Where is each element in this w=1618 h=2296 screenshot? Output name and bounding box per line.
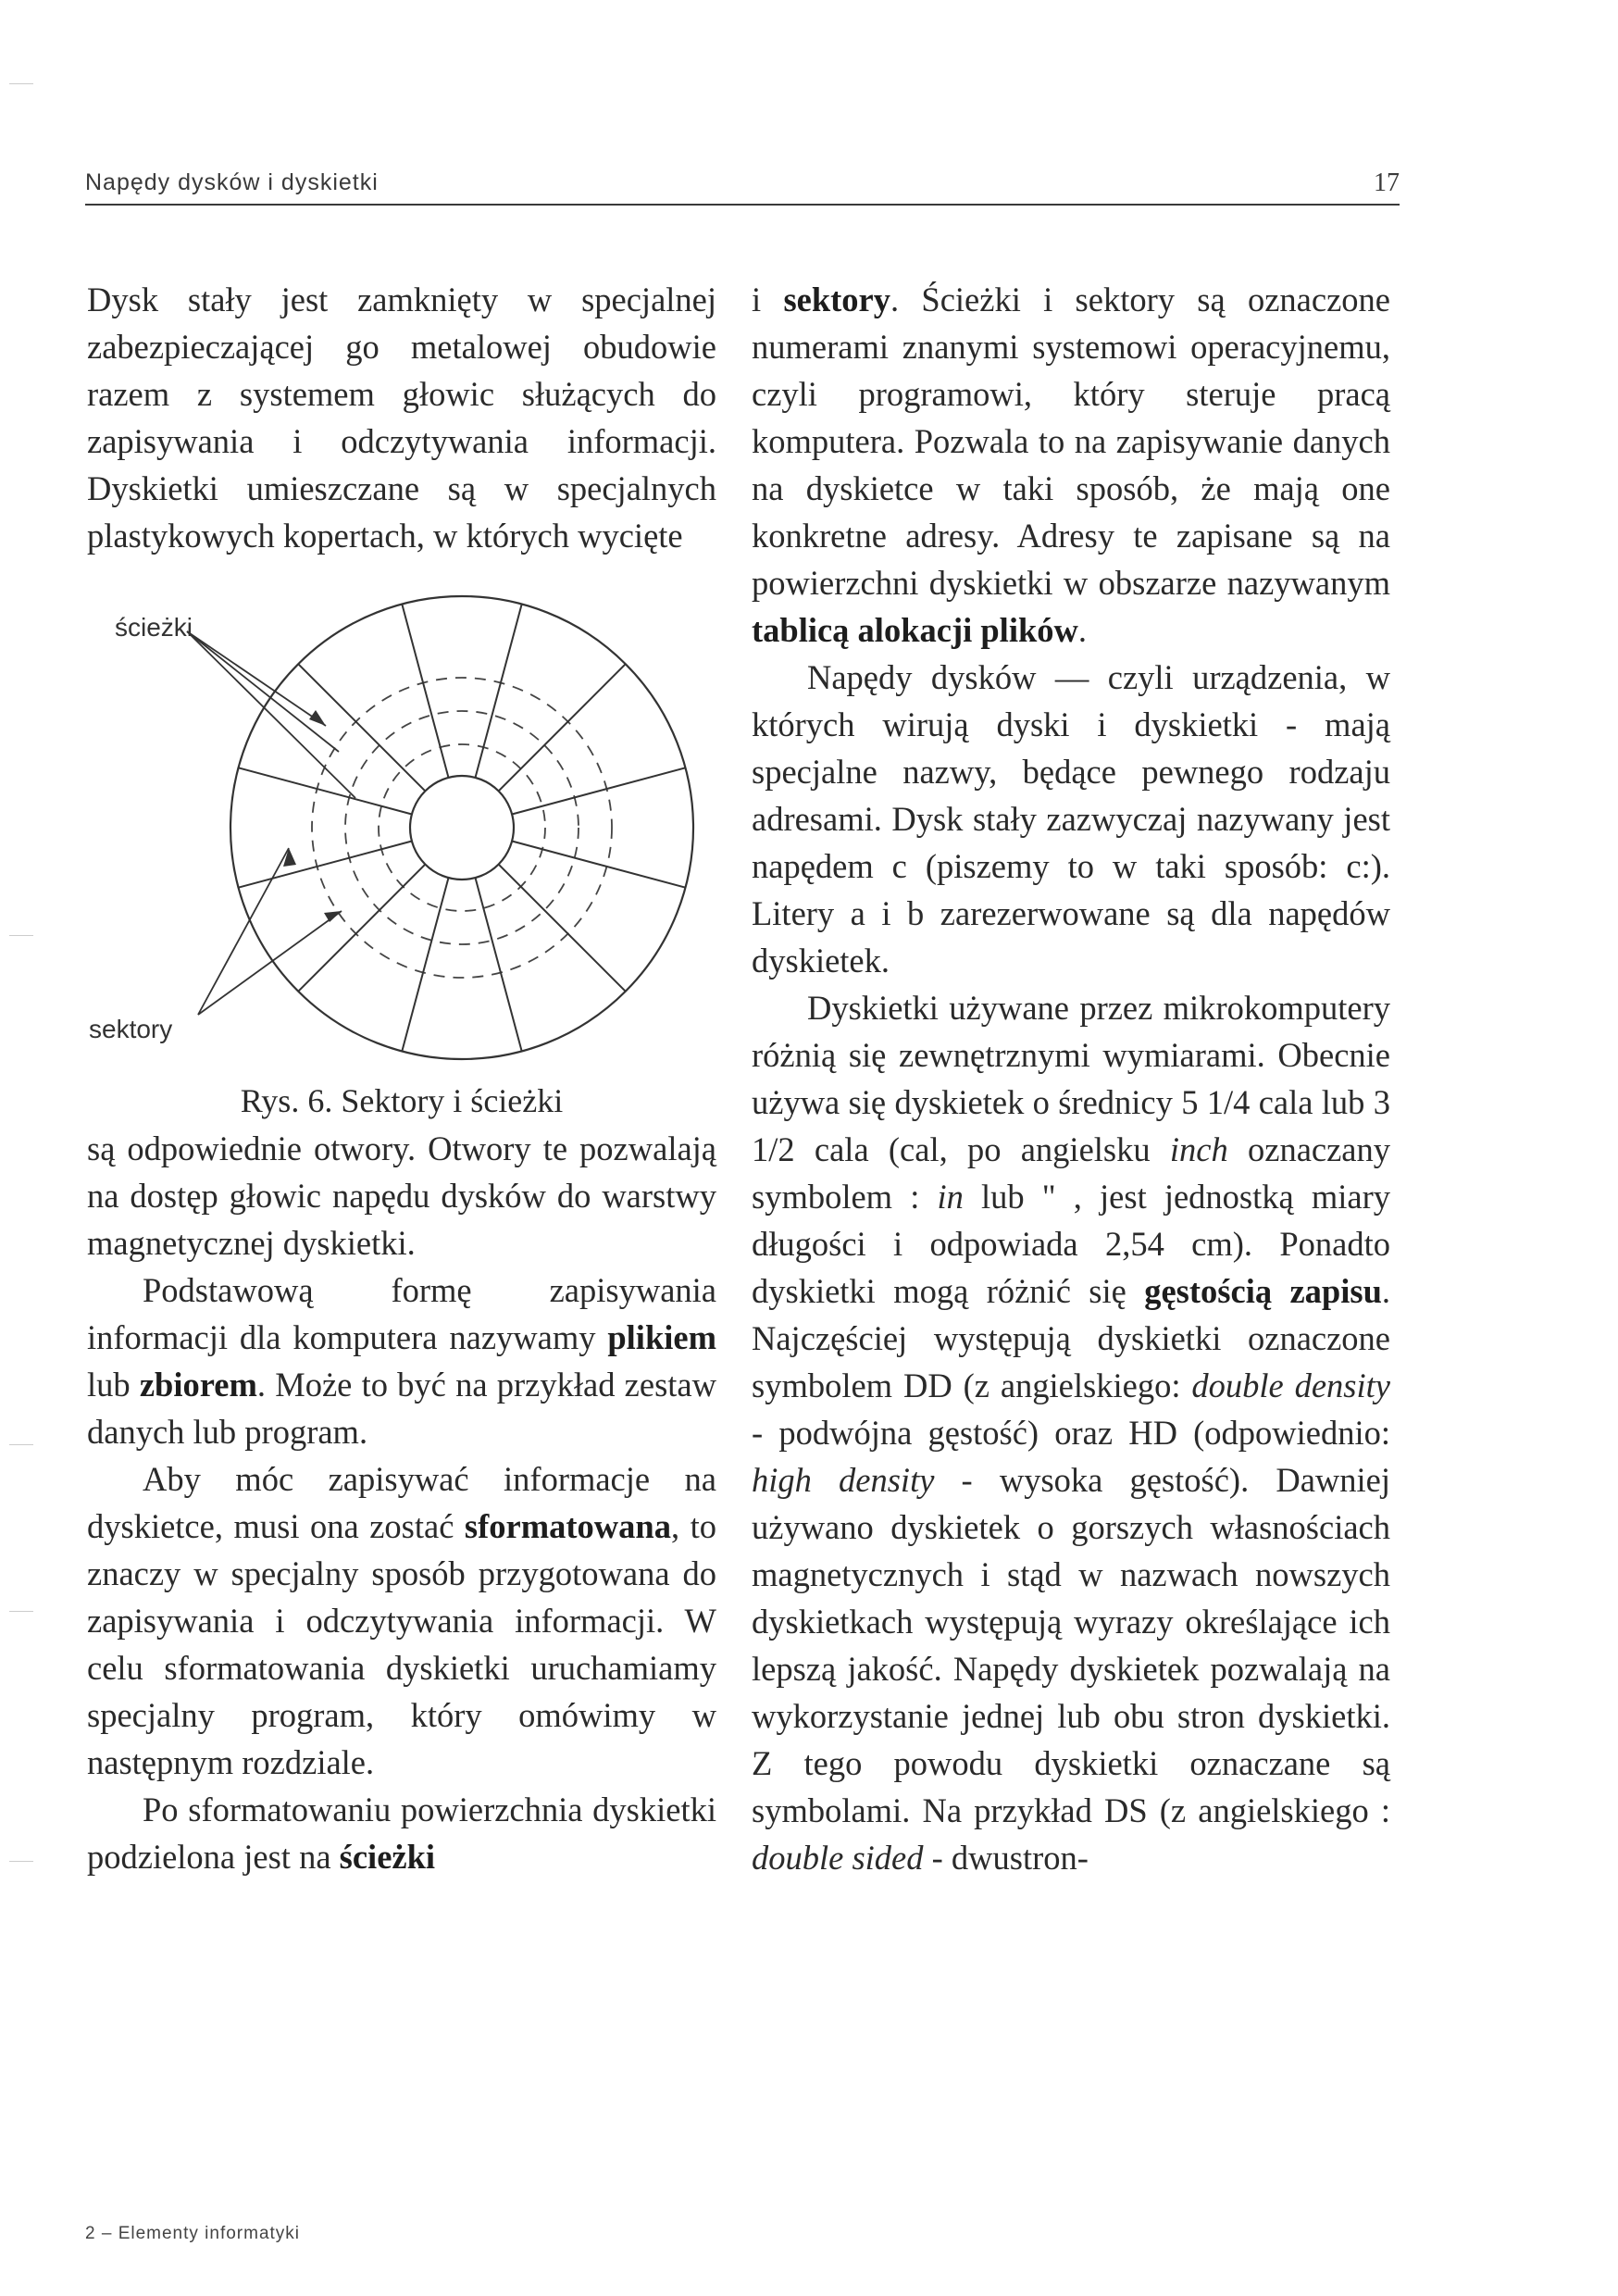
text-run: oznaczany symbolem : — [752, 1130, 1390, 1216]
text-run: - podwójna gęstość) oraz HD (odpowiednio: — [752, 1414, 1390, 1452]
footer-signature: 2 – Elementy informatyki — [85, 2224, 301, 2243]
sector-line — [499, 664, 626, 791]
paragraph-right-2: Napędy dysków — czyli urządzenia, w których wirują dyski i dyskietki - mają specjalne nazwy, będące pewnego rodzaju adresami. Dysk stały zazwyczaj nazywany jest napędem c (piszemy to w taki sposób: c:). Litery a i b zarezerwowane są dla napędów dyskietek. — [752, 658, 1390, 980]
term-in: in — [937, 1178, 964, 1216]
disk-diagram — [87, 587, 716, 1068]
text-run: lub — [87, 1366, 140, 1404]
term-double-density: double density — [1191, 1366, 1390, 1404]
term-plik: plikiem — [607, 1318, 716, 1356]
text-run: . Najczęściej występują dyskietki oznaczone symbolem DD (z angielskiego: — [752, 1272, 1390, 1404]
term-tablica-alokacji: tablicą alokacji plików — [752, 611, 1078, 649]
running-header — [85, 159, 1400, 206]
paragraph-right-3 — [752, 984, 1390, 1881]
sector-line — [476, 878, 522, 1051]
text-run: Podstawową formę zapisywania informacji dla komputera nazywamy — [87, 1271, 716, 1356]
sector-line — [402, 605, 448, 778]
sector-line — [499, 865, 626, 992]
label-tracks: ścieżki — [115, 613, 193, 642]
sector-line — [239, 842, 412, 888]
arrow-heads — [283, 710, 342, 922]
sector-line — [298, 664, 425, 791]
text-run: - dwustron- — [923, 1839, 1089, 1877]
text-run: i — [752, 281, 784, 318]
text-run: . — [1077, 611, 1087, 649]
term-double-sided: double sided — [752, 1839, 924, 1877]
term-zbior: zbiorem — [139, 1366, 257, 1404]
figure-sectors-tracks — [87, 587, 716, 1068]
term-sciezki: ścieżki — [339, 1838, 436, 1876]
term-high-density: high density — [752, 1461, 935, 1499]
right-column — [752, 276, 1390, 1881]
label-sectors: sektory — [89, 1015, 173, 1043]
term-sektory: sektory — [783, 281, 890, 318]
header-title: Napędy dysków i dyskietki — [85, 169, 379, 195]
text-run: lub " , jest jednostką miary długości i odpowiada 2,54 cm). Ponadto dyskietki mogą różnić się — [752, 1178, 1390, 1310]
paragraph-left-4 — [87, 1455, 716, 1786]
text-run: - wysoka gęstość). Dawniej używano dyskietek o gorszych własnościach magnetycznych i stąd w nazwach nowszych dyskietkach występują wyrazy określające ich lepszą jakość. Napędy dyskietek pozwalają na wykorzystanie jednej lub obu stron dyskietki. Z tego powodu dyskietki oznaczane są symbolami. Na przykład DS (z angielskiego : — [752, 1461, 1390, 1829]
paragraph-right-1 — [752, 276, 1390, 654]
left-column — [87, 276, 716, 1880]
paragraph-left-3 — [87, 1267, 716, 1455]
paragraph-left-2: są odpowiednie otwory. Otwory te pozwalają na dostęp głowic napędu dysków do warstwy magnetycznej dyskietki. — [87, 1129, 716, 1262]
text-run: . Może to być na przykład zestaw danych lub program. — [87, 1366, 716, 1451]
text-run: Aby móc zapisywać informacje na dyskietce, musi ona zostać — [87, 1460, 716, 1545]
paragraph-left-5 — [87, 1786, 716, 1880]
text-run: Dyskietki używane przez mikrokomputery różnią się zewnętrznymi wymiarami. Obecnie używa się dyskietek o średnicy 5 1/4 cala lub 3 1/2 cala (cal, po angielsku — [752, 989, 1390, 1168]
term-inch: inch — [1169, 1130, 1228, 1168]
text-run: . Ścieżki i sektory są oznaczone numerami znanymi systemowi operacyjnemu, czyli programowi, który steruje pracą komputera. Pozwala to na zapisywanie danych na dyskietce w taki sposób, że mają one konkretne adresy. Adresy te zapisane są na powierzchni dyskietki w obszarze nazywanym — [752, 281, 1390, 602]
term-sformatowana: sformatowana — [464, 1507, 671, 1545]
disk-hub — [410, 776, 514, 880]
text-run: Po sformatowaniu powierzchnia dyskietki podzielona jest na — [87, 1791, 716, 1876]
sector-line — [476, 605, 522, 778]
figure-caption: Rys. 6. Sektory i ścieżki — [240, 1082, 564, 1119]
page-number: 17 — [1374, 168, 1400, 197]
sector-line — [512, 842, 685, 888]
sector-line — [402, 878, 448, 1051]
paragraph-left-1: Dysk stały jest zamknięty w specjalnej zabezpieczającej go metalowej obudowie razem z systemem głowic służących do zapisywania i odczytywania informacji. Dyskietki umieszczane są w specjalnych plastykowych kopertach, w których wycięte — [87, 281, 716, 555]
text-run: , to znaczy w specjalny sposób przygotowana do zapisywania i odczytywania informacji. W celu sformatowania dyskietki uruchamiamy specjalny program, który omówimy w następnym rozdziale. — [87, 1507, 716, 1781]
term-gestosc-zapisu: gęstością zapisu — [1144, 1272, 1382, 1310]
sector-line — [239, 767, 412, 814]
sector-line — [512, 767, 685, 814]
sector-lines — [239, 605, 686, 1052]
